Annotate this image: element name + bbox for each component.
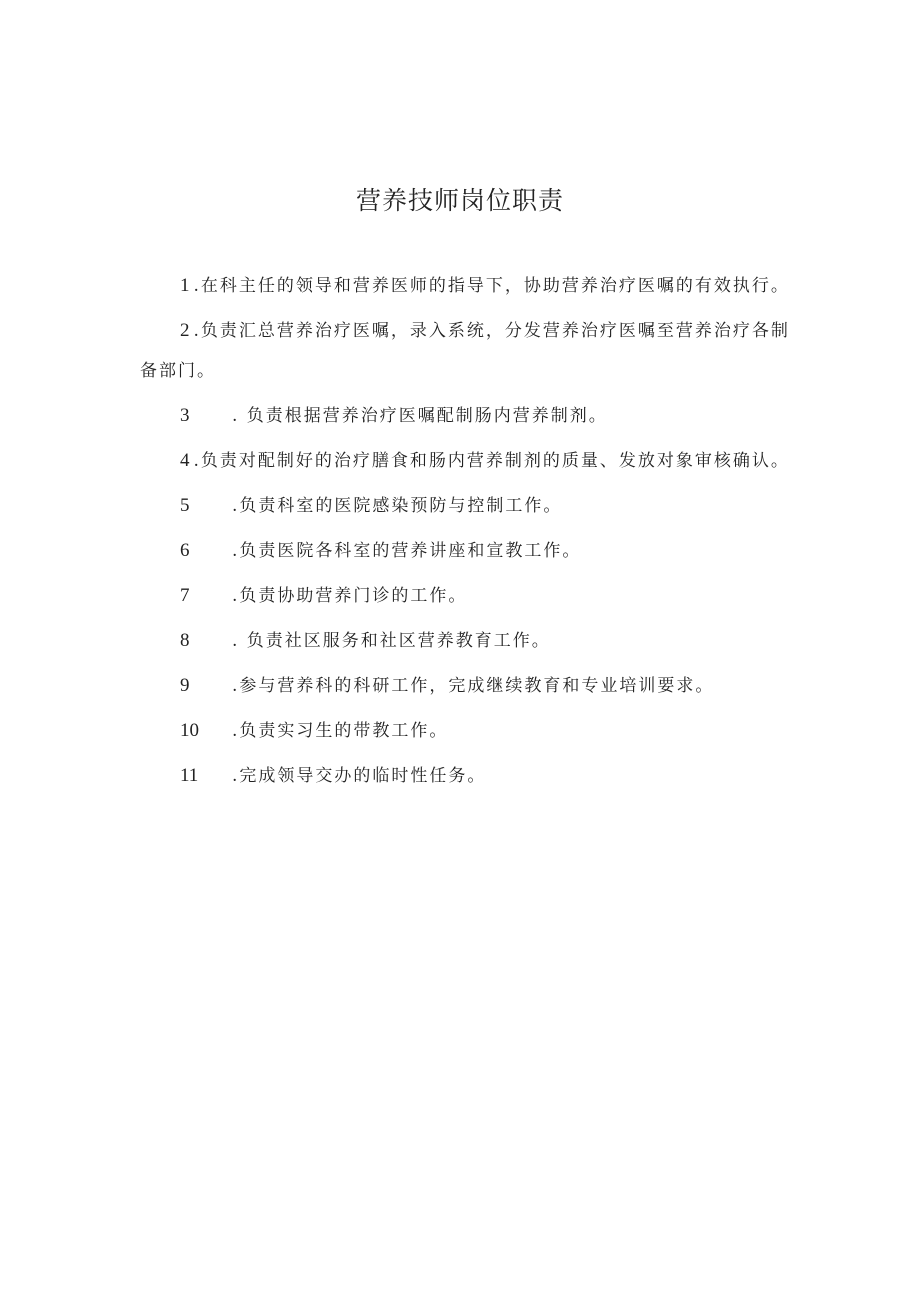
item-text: . 负责社区服务和社区营养教育工作。 bbox=[232, 631, 551, 651]
duties-list bbox=[140, 266, 790, 801]
item-number: 4 bbox=[180, 450, 190, 471]
item-number: 11 bbox=[180, 765, 199, 786]
item-text: .负责对配制好的治疗膳食和肠内营养制剂的质量、发放对象审核确认。 bbox=[193, 451, 790, 471]
document-title: 营养技师岗位职责 bbox=[355, 186, 564, 215]
item-number: 9 bbox=[180, 675, 190, 696]
item-number: 3 bbox=[180, 405, 190, 426]
item-text: .在科主任的领导和营养医师的指导下，协助营养治疗医嘱的有效执行。 bbox=[193, 276, 790, 296]
list-item bbox=[140, 756, 790, 796]
list-item bbox=[140, 311, 790, 391]
item-text: .参与营养科的科研工作，完成继续教育和专业培训要求。 bbox=[232, 676, 715, 696]
item-number: 2 bbox=[180, 320, 190, 341]
item-text: .负责汇总营养治疗医嘱，录入系统，分发营养治疗医嘱至营养治疗各制备部门。 bbox=[140, 321, 790, 381]
list-item bbox=[140, 531, 790, 571]
item-text: . 负责根据营养治疗医嘱配制肠内营养制剂。 bbox=[232, 406, 608, 426]
item-number: 6 bbox=[180, 540, 190, 561]
list-item bbox=[140, 711, 790, 751]
item-text: .负责医院各科室的营养讲座和宣教工作。 bbox=[232, 541, 582, 561]
list-item bbox=[140, 266, 790, 306]
item-number: 1 bbox=[180, 275, 190, 296]
item-text: .负责科室的医院感染预防与控制工作。 bbox=[232, 496, 563, 516]
list-item bbox=[140, 396, 790, 436]
item-number: 10 bbox=[180, 720, 199, 741]
item-number: 7 bbox=[180, 585, 190, 606]
list-item bbox=[140, 441, 790, 481]
list-item bbox=[140, 486, 790, 526]
item-number: 5 bbox=[180, 495, 190, 516]
list-item bbox=[140, 576, 790, 616]
list-item bbox=[140, 621, 790, 661]
item-number: 8 bbox=[180, 630, 190, 651]
item-text: .完成领导交办的临时性任务。 bbox=[232, 766, 487, 786]
item-text: .负责实习生的带教工作。 bbox=[232, 721, 449, 741]
list-item bbox=[140, 666, 790, 706]
item-text: .负责协助营养门诊的工作。 bbox=[232, 586, 468, 606]
